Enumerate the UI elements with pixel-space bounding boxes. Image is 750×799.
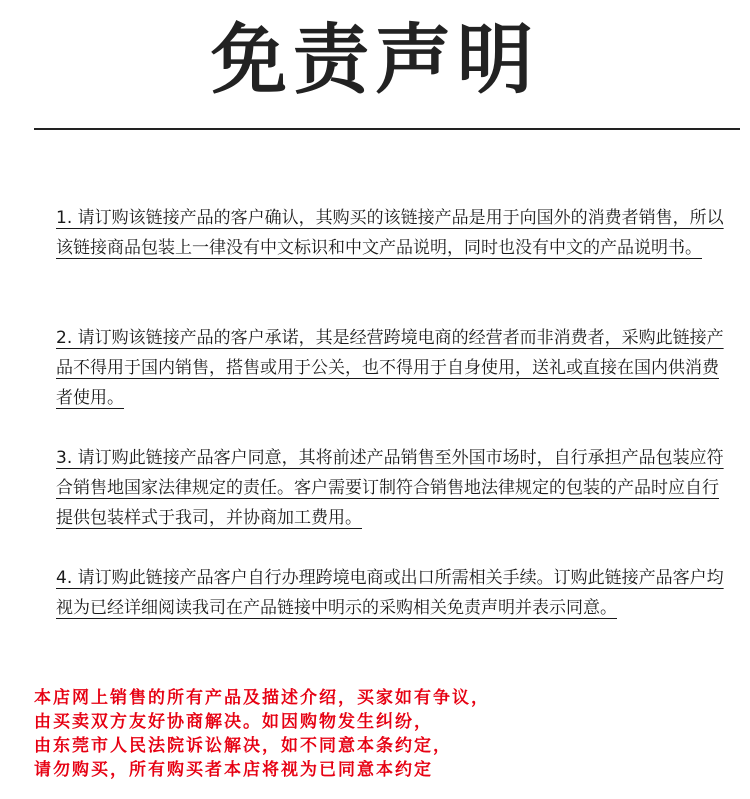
store-notice-line-3: 由东莞市人民法院诉讼解决，如不同意本条约定， bbox=[34, 736, 452, 756]
disclaimer-paragraph-3: 3. 请订购此链接产品客户同意，其将前述产品销售至外国市场时，自行承担产品包装应符合销售地国家法律规定的责任。客户需要订制符合销售地法律规定的包装的产品时应自行提供包装样式于我司，并协商加工费用。 bbox=[56, 448, 724, 528]
disclaimer-paragraph-1: 1. 请订购该链接产品的客户确认，其购买的该链接产品是用于向国外的消费者销售，所以该链接商品包装上一律没有中文标识和中文产品说明，同时也没有中文的产品说明书。 bbox=[56, 208, 724, 258]
title-divider bbox=[34, 128, 740, 130]
disclaimer-paragraph-2: 2. 请订购该链接产品的客户承诺，其是经营跨境电商的经营者而非消费者，采购此链接产品不得用于国内销售，搭售或用于公关，也不得用于自身使用，送礼或直接在国内供消费者使用。 bbox=[56, 328, 724, 408]
store-notice-line-2: 由买卖双方友好协商解决。如因购物发生纠纷， bbox=[34, 712, 433, 732]
store-notice bbox=[34, 686, 734, 782]
disclaimer-paragraph-4: 4. 请订购此链接产品客户自行办理跨境电商或出口所需相关手续。订购此链接产品客户均视为已经详细阅读我司在产品链接中明示的采购相关免责声明并表示同意。 bbox=[56, 568, 724, 618]
store-notice-line-1: 本店网上销售的所有产品及描述介绍，买家如有争议， bbox=[34, 688, 490, 708]
page-title: 免责声明 bbox=[211, 15, 539, 104]
store-notice-line-4: 请勿购买，所有购买者本店将视为已同意本约定 bbox=[34, 760, 433, 780]
